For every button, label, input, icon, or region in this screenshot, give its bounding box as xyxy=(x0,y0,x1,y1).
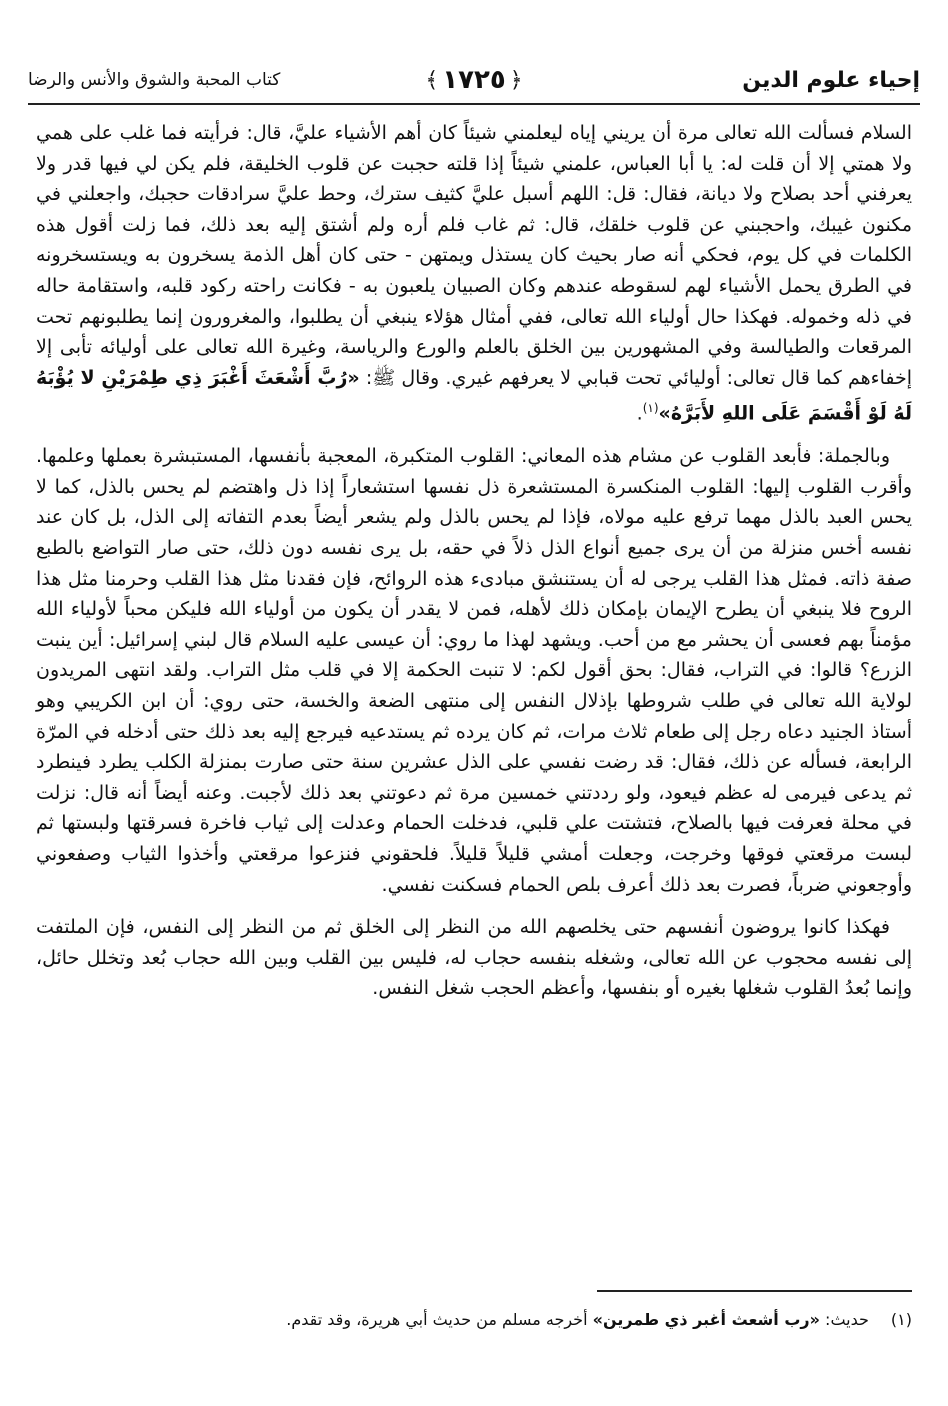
section-title: كتاب المحبة والشوق والأنس والرضا xyxy=(28,70,281,90)
footnote xyxy=(36,1307,912,1333)
main-text xyxy=(36,118,912,1004)
header-rule xyxy=(28,103,920,105)
paragraph-3: فهكذا كانوا يروضون أنفسهم حتى يخلصهم الله من النظر إلى الخلق ثم من النظر إلى النفس، فإن الملتفت إلى نفسه محجوب عن الله تعالى، وشغله بنفسه حجاب له، فليس بين القلب وبين الله حجاب بُعد وتخلل حائل، وإنما بُعدُ القلوب شغلها بغيره أو بنفسها، وأعظم الحجب شغل النفس. xyxy=(36,916,912,1000)
footnote-text: أخرجه مسلم من حديث أبي هريرة، وقد تقدم. xyxy=(286,1310,593,1329)
footnote-quote: «رب أشعث أغبر ذي طمرين» xyxy=(592,1310,820,1329)
paragraph-1 xyxy=(36,118,912,429)
paragraph-1-end: . xyxy=(636,402,643,425)
paragraph-1-text: السلام فسألت الله تعالى مرة أن يريني إياه ليعلمني شيئاً كان أهم الأشياء عليَّ، قال: فرأيته فما غلب على همي ولا همتي إلا أن قلت له: يا أبا العباس، علمني شيئاً إذا قلته حجبت عن قلوب الخليقة، فلم يكن لي فيها قدر ولا يعرفني أحد بصلاح ولا ديانة، فقال: قل: اللهم أسبل عليَّ كثيف سترك، وحط عليَّ سرادقات حجبك، واجعلني في مكنون غيبك، واحجبني عن قلوب خلقك، قال: ثم غاب فلم أره ولم أشتق إليه بعد ذلك، فما زلت أقول هذه الكلمات في كل يوم، فحكي أنه صار بحيث كان يستذل ويمتهن - حتى كان أهل الذمة يسخرون به ويستسخرونه في الطرق يحمل الأشياء لهم لسقوطه عندهم وكان الصبيان يلعبون به - فكانت راحته ركود قلبه، واستقامة حاله في ذله وخموله. فهكذا حال أولياء الله تعالى، ففي أمثال هؤلاء ينبغي أن يطلبوا، والمغرورون إنما يطلبونهم تحت المرقعات والطيالسة وفي المشهورين بين الخلق بالعلم والورع والرياسة، وغيرة الله تعالى على أوليائه تأبى إلا إخفاءهم كما قال تعالى: أوليائي تحت قبابي لا يعرفهم غيري. وقال ﷺ: xyxy=(36,122,912,389)
hadith-quote: «رُبَّ أَشْعَثَ أَغْبَرَ ذِي طِمْرَيْنِ لا يُؤْبَهُ لَهُ لَوْ أَقْسَمَ عَلَى اللهِ لأَبَرَّهُ» xyxy=(36,366,912,425)
page-number-block xyxy=(425,65,522,95)
ornament-right-icon: ﴿ xyxy=(509,67,523,93)
page-number: ١٧٢٥ xyxy=(442,65,506,95)
footnote-number: (١) xyxy=(890,1310,912,1329)
footnote-ref[interactable]: (١) xyxy=(642,401,659,416)
footnote-rule xyxy=(597,1290,912,1292)
paragraph-2: وبالجملة: فأبعد القلوب عن مشام هذه المعاني: القلوب المتكبرة، المعجبة بأنفسها، المستبشرة بعملها وعلمها. وأقرب القلوب إليها: القلوب المنكسرة المستشعرة ذل نفسها استشعاراً إذا ذل واهتضم لم يحس بالذل، كما لا يحس العبد بالذل مهما ترفع عليه مولاه، فإذا لم يحس بالذل ولم يشعر أيضاً بعدم التفاته إلى الذل، بل كان عند نفسه أخس منزلة من أن يرى جميع أنواع الذل ذلاً في حقه، بل يرى نفسه دون ذلك، حتى صار التواضع بالطبع صفة ذاته. فمثل هذا القلب يرجى له أن يستنشق مبادىء هذه الروائح، فإن فقدنا مثل هذا القلب وحرمنا مثل هذا الروح فلا ينبغي أن يطرح الإيمان بإمكان ذلك لأهله، فمن لا يقدر أن يكون من أولياء الله فليكن محباً لأولياء الله مؤمناً بهم فعسى أن يحشر مع من أحب. ويشهد لهذا ما روي: أن عيسى عليه السلام قال لبني إسرائيل: أين ينبت الزرع؟ قالوا: في التراب، فقال: بحق أقول لكم: لا تنبت الحكمة إلا في قلب مثل التراب. ولقد انتهى المريدون لولاية الله تعالى في طلب شروطها بإذلال النفس إلى منتهى الضعة والخسة، حتى روي: أن ابن الكريبي وهو أستاذ الجنيد دعاه رجل إلى طعام ثلاث مرات، ثم كان يرده ثم يستدعيه فيرجع إليه بعد ذلك حتى أدخله في المرّة الرابعة، فسأله عن ذلك، فقال: قد رضت نفسي على الذل عشرين سنة حتى صارت بمنزلة الكلب يطرد فينطرد ثم يدعى فيرمى له عظم فيعود، ولو رددتني خمسين مرة ثم دعوتني بعد ذلك لأجبت. وعنه أيضاً أنه قال: نزلت في محلة فعرفت فيها بالصلاح، فتشتت علي قلبي، فدخلت الحمام وعدلت إلى ثياب فاخرة فسرقتها ولبستها ثم لبست مرقعتي فوقها وخرجت، وجعلت أمشي قليلاً قليلاً. فلحقوني فنزعوا مرقعتي وأخذوا الثياب وصفعوني وأوجعوني ضرباً، فصرت بعد ذلك أعرف بلص الحمام فسكنت نفسي. xyxy=(36,445,912,896)
page-header xyxy=(28,60,920,100)
ornament-left-icon: ﴾ xyxy=(425,67,439,93)
footnote-label: حديث: xyxy=(819,1310,869,1329)
book-title: إحياء علوم الدين xyxy=(742,67,920,93)
